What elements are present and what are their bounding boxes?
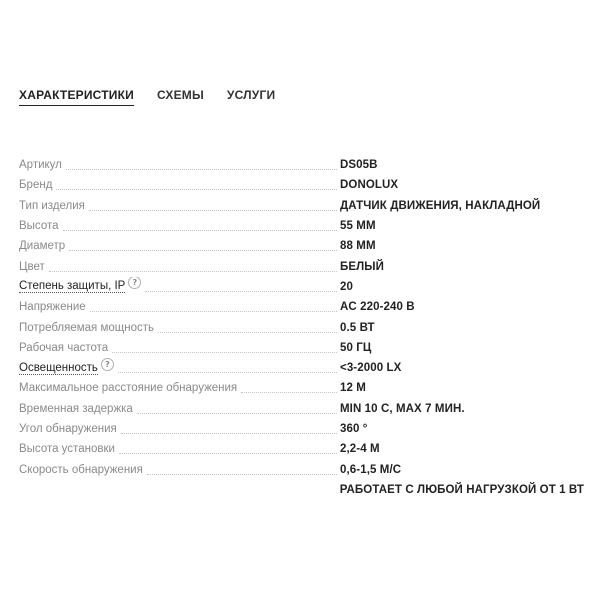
spec-label: Артикул [19, 159, 62, 172]
tab-schemes[interactable]: СХЕМЫ [156, 88, 204, 102]
tab-characteristics[interactable]: ХАРАКТЕРИСТИКИ [19, 88, 134, 106]
spec-row-angle [19, 419, 584, 439]
spec-label-help-link[interactable]: Освещенность [19, 361, 98, 374]
spec-value: DS05B [340, 159, 378, 172]
specs-table [19, 155, 584, 500]
spec-row-color [19, 256, 584, 276]
spec-row-article [19, 155, 584, 175]
spec-value: 55 ММ [340, 220, 376, 233]
spec-label: Цвет [19, 260, 45, 273]
spec-value: 50 ГЦ [340, 341, 372, 354]
spec-value: AC 220-240 В [340, 301, 415, 314]
spec-value: 0.5 ВТ [340, 321, 375, 334]
spec-label: Потребляемая мощность [19, 321, 154, 334]
spec-value: 0,6-1,5 М/С [340, 463, 402, 476]
question-circle-icon[interactable]: ? [101, 358, 114, 371]
spec-row-diameter [19, 236, 584, 256]
spec-value: 88 ММ [340, 240, 376, 253]
spec-label: Временная задержка [19, 402, 133, 415]
spec-row-illuminance [19, 358, 584, 378]
spec-row-frequency [19, 338, 584, 358]
spec-row-delay [19, 399, 584, 419]
spec-row-max-distance [19, 378, 584, 398]
spec-row-type [19, 196, 584, 216]
spec-label: Бренд [19, 179, 53, 192]
question-circle-icon[interactable]: ? [128, 277, 141, 290]
spec-value: 2,2-4 М [340, 443, 380, 456]
spec-label: Высота [19, 220, 59, 233]
spec-label: Напряжение [19, 301, 86, 314]
spec-row-brand [19, 175, 584, 195]
spec-value: <3-2000 LX [340, 362, 402, 375]
spec-row-speed [19, 459, 584, 479]
spec-row-height [19, 216, 584, 236]
spec-label-help-link[interactable]: Степень защиты, IP [19, 280, 126, 293]
spec-row-ip [19, 277, 584, 297]
spec-label: Максимальное расстояние обнаружения [19, 382, 238, 395]
spec-label: Высота установки [19, 443, 115, 456]
tab-services[interactable]: УСЛУГИ [226, 88, 276, 102]
spec-label: Тип изделия [19, 199, 85, 212]
spec-value: 360 ° [340, 423, 368, 435]
spec-value: 20 [340, 280, 353, 293]
spec-row-voltage [19, 297, 584, 317]
spec-value: ДАТЧИК ДВИЖЕНИЯ, НАКЛАДНОЙ [340, 199, 541, 212]
spec-value: DONOLUX [340, 179, 399, 192]
spec-label: Скорость обнаружения [19, 463, 143, 476]
spec-row-power [19, 317, 584, 337]
spec-label: Рабочая частота [19, 341, 109, 354]
spec-row-note [19, 480, 584, 500]
spec-row-mount-height [19, 439, 584, 459]
spec-label: Угол обнаружения [19, 423, 117, 435]
spec-value: MIN 10 С, MAX 7 МИН. [340, 402, 465, 415]
spec-label: Диаметр [19, 240, 66, 253]
spec-value: РАБОТАЕТ С ЛЮБОЙ НАГРУЗКОЙ ОТ 1 ВТ [339, 483, 584, 496]
spec-value: БЕЛЫЙ [340, 260, 385, 273]
tabs-bar [19, 88, 298, 106]
spec-value: 12 М [340, 382, 366, 395]
